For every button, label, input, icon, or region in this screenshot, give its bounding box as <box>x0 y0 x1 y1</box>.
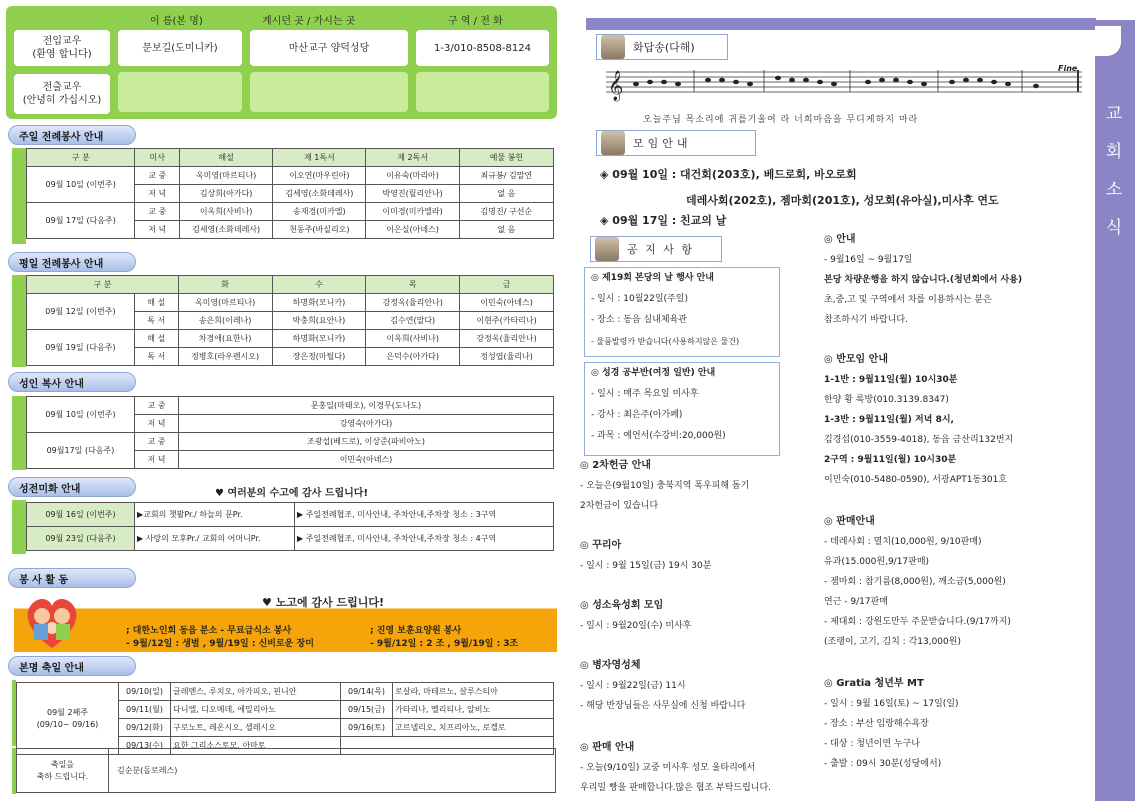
transfer-out-phone <box>416 72 549 112</box>
cell: 조광섭(베드로), 이상준(파비아노) <box>179 433 554 451</box>
notice-curia <box>580 536 711 576</box>
cell: 옥미영(마르티나) <box>180 167 273 185</box>
notice-text: - 9월16일 ~ 9월17일 <box>824 255 913 265</box>
feast-saints: 다니엘, 디오메데, 에밀리아노 <box>171 701 341 719</box>
service-left-2: - 9월/12일 : 생별 , 9월/19일 : 신비로운 장미 <box>126 639 314 649</box>
notice-text: - 제대회 : 강원도만두 주문받습니다.(9/17까지) <box>824 617 1011 627</box>
notice-heading: ◎ 판매 안내 <box>580 742 635 753</box>
weekday-date: 09월 19일 (다음주) <box>27 330 135 366</box>
weekday-table <box>26 275 554 366</box>
notice-communion <box>580 656 745 716</box>
sunday-date: 09월 10일 (이번주) <box>27 167 135 203</box>
vertical-char: 소 <box>1105 180 1123 200</box>
cell: 천동주(바실리오) <box>273 221 366 239</box>
feast-date: 09/14(목) <box>341 683 393 701</box>
notice-heading: ◎ 반모임 안내 <box>824 354 888 365</box>
notice-sales-info <box>824 512 1011 652</box>
service-right-2: - 9월/12일 : 2 조 , 9월/19일 : 3조 <box>370 639 519 649</box>
weekday-header: 목 <box>366 276 460 294</box>
cell: 김세영(소화데레사) <box>273 185 366 203</box>
notice-text: 이민숙(010-5480-0590), 서광APT1동301호 <box>824 475 1008 485</box>
table-row <box>27 330 554 348</box>
notice-text: - 일시 : 10월22일(주일) <box>591 294 688 304</box>
col-header-name: 이 름(본 명) <box>150 16 203 27</box>
cell: ▶ 주일전례협조, 미사안내, 주차안내,주차장 청소 : 3구역 <box>295 503 554 527</box>
table-row <box>27 503 554 527</box>
feast-date: 09/15(금) <box>341 701 393 719</box>
col-header-phone: 구 역 / 전 화 <box>448 16 503 27</box>
cell: 김수연(말다) <box>366 312 460 330</box>
sunday-header: 구 분 <box>27 149 135 167</box>
cell: ▶ 주일전례협조, 미사안내, 주차안내,주차장 청소 : 4구역 <box>295 527 554 551</box>
table-row <box>27 203 554 221</box>
mass-type: 교 중 <box>135 433 179 451</box>
table-row <box>27 397 554 415</box>
weekday-date: 09월 12일 (이번주) <box>27 294 135 330</box>
notice-box-anniversary <box>584 267 780 357</box>
transfer-in-place: 마산교구 양덕성당 <box>250 30 408 66</box>
cell: 송재경(미카엘) <box>273 203 366 221</box>
role: 독 서 <box>134 312 178 330</box>
altar-date: 09월 23일 (다음주) <box>27 527 135 551</box>
notice-vocation <box>580 596 691 636</box>
notice-ban-meeting <box>824 350 1013 490</box>
adult-date: 09월 10일 (이번주) <box>27 397 135 433</box>
cell: 이오연(마우린아) <box>273 167 366 185</box>
notice-text: 연근 - 9/17판매 <box>824 597 888 607</box>
feast-period: 09월 2째주 (09/10~ 09/16) <box>17 683 119 755</box>
notice-text: 1-3반 : 9월11일(월) 저녁 8시, <box>824 415 954 425</box>
notice-text: - 오늘은(9월10일) 충북지역 폭우피해 돕기 <box>580 481 750 491</box>
feast-date: 09/12(화) <box>119 719 171 737</box>
cell: 옥미영(마르티나) <box>178 294 272 312</box>
cell: 송은희(이레나) <box>178 312 272 330</box>
sunday-section-title: 주일 전례봉사 안내 <box>8 125 136 145</box>
notice-text: 초,중,고 및 구역에서 차를 이용하시는 분은 <box>824 295 992 305</box>
altar-green-bar <box>12 500 26 554</box>
feast-saints: 요한 그리소스토모, 아마토 <box>171 737 341 755</box>
cell: 정성엽(율리나) <box>460 348 554 366</box>
notice-text: ◎ 성경 공부반(여정 일반) 안내 <box>591 368 716 378</box>
jesus-portrait-icon <box>601 131 625 155</box>
cell: 이옥희(사비나) <box>366 330 460 348</box>
meeting-title: 모임안내 <box>633 137 692 150</box>
cell: 강정옥(율리안나) <box>460 330 554 348</box>
table-row <box>17 683 554 701</box>
feast-date: 09/10(일) <box>119 683 171 701</box>
notice-text: 1-1반 : 9월11일(월) 10시30분 <box>824 375 958 385</box>
cell: 이현주(카타리나) <box>460 312 554 330</box>
cell: 김상희(아가다) <box>180 185 273 203</box>
notice-text: - 대상 : 청년이면 누구나 <box>824 739 920 749</box>
notice-heading: ◎ 안내 <box>824 234 856 245</box>
notice-title: 공 지 사 항 <box>627 243 694 256</box>
transfer-in-label: 전입교우 (환영 합니다) <box>14 30 110 66</box>
notice-text: - 출발 : 09시 30분(성당에서) <box>824 759 942 769</box>
table-row <box>27 433 554 451</box>
notice-sale <box>580 738 771 798</box>
page-curl <box>1095 26 1121 56</box>
feast-saints: 가타리나, 멜리티나, 알비노 <box>393 701 554 719</box>
cell: 박충희(요안나) <box>272 312 366 330</box>
notice-youth-mt <box>824 674 959 774</box>
notice-text: - 오늘(9/10일) 교중 미사후 성모 울타리에서 <box>580 763 756 773</box>
psalm-title: 화답송(다해) <box>633 41 695 54</box>
service-thanks: ♥ 노고에 감사 드립니다! <box>262 596 384 609</box>
cell: 이민숙(아녜스) <box>460 294 554 312</box>
cell: 최규봉/ 김말연 <box>459 167 553 185</box>
sunday-table <box>26 148 554 239</box>
fine-mark: Fine <box>1058 64 1078 73</box>
feast-date: 09/13(수) <box>119 737 171 755</box>
notice-shuttle <box>824 230 1022 330</box>
meeting-line-2: 데레사회(202호), 젬마회(201호), 성모회(유아실),미사후 연도 <box>686 194 999 207</box>
notice-text: 한양 황 록방(010.3139.8347) <box>824 395 949 405</box>
cell: 하명화(모니카) <box>272 294 366 312</box>
role: 해 설 <box>134 330 178 348</box>
transfer-in-name: 문보길(도미니카) <box>118 30 242 66</box>
adult-date: 09월17일 (다음주) <box>27 433 135 469</box>
sunday-header: 미사 <box>135 149 180 167</box>
weekday-section-title: 평일 전례봉사 안내 <box>8 252 136 272</box>
cell: 강정옥(율리안나) <box>366 294 460 312</box>
congrats-name: 김순분(돌로레스) <box>109 749 556 793</box>
jesus-portrait-icon <box>601 35 625 59</box>
table-row <box>27 167 554 185</box>
notice-text: 2구역 : 9월11일(월) 10시30분 <box>824 455 957 465</box>
weekday-header: 금 <box>460 276 554 294</box>
cell: 이민숙(아녜스) <box>179 451 554 469</box>
cell: 이유숙(마리아) <box>366 167 459 185</box>
meeting-line-3: ◈ 09월 17일 : 친교의 날 <box>600 214 727 227</box>
transfer-out-label: 전출교우 (안녕히 가십시오) <box>14 74 110 114</box>
notice-text: - 장소 : 부산 임랑해수욕장 <box>824 719 929 729</box>
sunday-header: 제 1독서 <box>273 149 366 167</box>
altar-table <box>26 502 554 551</box>
meeting-line-1: ◈ 09월 10일 : 대건회(203호), 베드로회, 바오로회 <box>600 168 857 181</box>
mass-type: 교 중 <box>135 397 179 415</box>
notice-text: - 일시 : 9월20일(수) 미사후 <box>580 621 692 631</box>
table-row <box>27 527 554 551</box>
cell: 하명화(모니카) <box>272 330 366 348</box>
role: 독 서 <box>134 348 178 366</box>
congrats-table <box>16 748 556 793</box>
notice-heading: ◎ 병자영성체 <box>580 660 641 671</box>
notice-collection <box>580 456 749 516</box>
altar-thanks: ♥ 여러분의 수고에 감사 드립니다! <box>215 488 369 499</box>
cell: 정병호(라우렌시오) <box>178 348 272 366</box>
psalm-header <box>596 34 728 60</box>
cell: 차경애(요한나) <box>178 330 272 348</box>
transfer-in-phone: 1-3/010-8508-8124 <box>416 30 549 66</box>
weekday-header: 화 <box>178 276 272 294</box>
notice-text: - 강사 : 최은주(아가페) <box>591 410 683 420</box>
notice-text: - 데레사회 : 멸치(10,000원, 9/10판매) <box>824 537 982 547</box>
feast-table <box>16 682 554 755</box>
altar-section-title: 성전미화 안내 <box>8 477 136 497</box>
cell: 강영숙(아가다) <box>179 415 554 433</box>
mass-type: 교 중 <box>135 167 180 185</box>
col-header-place: 계시던 곳 / 가시는 곳 <box>262 16 356 27</box>
feast-saints: 구로노트, 레온시오, 셀레시오 <box>171 719 341 737</box>
jesus-portrait-icon <box>595 237 619 261</box>
cell: 없 음 <box>459 221 553 239</box>
service-section-title: 봉 사 활 동 <box>8 568 136 588</box>
cell: 문홍일(마태오), 이경무(도나도) <box>179 397 554 415</box>
cell: 김명진/ 구선순 <box>459 203 553 221</box>
mass-type: 교 중 <box>135 203 180 221</box>
feast-saints: 고르넬리오, 치프리아노, 로겔로 <box>393 719 554 737</box>
mass-type: 저 녁 <box>135 451 179 469</box>
svg-text:𝄞: 𝄞 <box>608 71 624 101</box>
notice-text: 본당 차량운행을 하지 않습니다.(청년회에서 사용) <box>824 275 1023 285</box>
vertical-char: 교 <box>1105 104 1123 124</box>
notice-text: - 물품발령카 받습니다(사용하지않은 물건) <box>591 337 740 346</box>
cell: 김세영(소화데레사) <box>180 221 273 239</box>
transfer-out-place <box>250 72 408 112</box>
vertical-char: 회 <box>1105 142 1123 162</box>
feast-saints: 글레멘스, 루치오, 아가피오, 핀니안 <box>171 683 341 701</box>
adult-section-title: 성인 복사 안내 <box>8 372 136 392</box>
notice-text: 우리밀 빵을 판매합니다.많은 협조 부탁드립니다. <box>580 783 772 793</box>
sunday-green-bar <box>12 148 26 244</box>
notice-heading: ◎ 판매안내 <box>824 516 875 527</box>
sunday-header: 해설 <box>180 149 273 167</box>
notice-text: ◎ 제19회 본당의 날 행사 안내 <box>591 273 714 283</box>
service-right-1: ; 진영 보훈요양원 봉사 <box>370 626 462 636</box>
weekday-header: 수 <box>272 276 366 294</box>
notice-text: (조랭이, 고기, 김치 : 각13,000원) <box>824 637 961 647</box>
notice-heading: ◎ 꾸리아 <box>580 540 622 551</box>
notice-header <box>590 236 722 262</box>
cell: 박영진(릴리안나) <box>366 185 459 203</box>
weekday-green-bar <box>12 275 26 367</box>
notice-text: 김경섭(010-3559-4018), 동읍 금산리132번지 <box>824 435 1014 445</box>
sunday-date: 09월 17일 (다음주) <box>27 203 135 239</box>
cell: ▶ 사랑의 모후Pr./ 교회의 어머니Pr. <box>135 527 295 551</box>
notice-text: - 일시 : 9월22일(금) 11시 <box>580 681 686 691</box>
weekday-header: 구 분 <box>27 276 179 294</box>
vertical-char: 식 <box>1105 218 1123 238</box>
psalm-lyrics: 오늘주님 목소리에 귀를기울여 라 너희마음을 무디게하지 마라 <box>643 115 919 125</box>
music-staff <box>606 64 1082 104</box>
notice-text: - 일시 : 매주 목요일 미사후 <box>591 389 699 399</box>
sunday-header: 예물 봉헌 <box>459 149 553 167</box>
notice-text: - 장소 : 동읍 실내체육관 <box>591 315 687 325</box>
feast-section-title: 본명 축일 안내 <box>8 656 136 676</box>
family-illustration <box>20 590 84 652</box>
feast-date: 09/16(토) <box>341 719 393 737</box>
notice-box-bible <box>584 362 780 456</box>
notice-text: - 젬마회 : 참기름(8,000원), 깨소금(5,000원) <box>824 577 1006 587</box>
cell: 없 음 <box>459 185 553 203</box>
notice-heading: ◎ Gratia 청년부 MT <box>824 678 924 689</box>
cell: 이은실(아녜스) <box>366 221 459 239</box>
transfer-out-name <box>118 72 242 112</box>
sunday-header: 제 2독서 <box>366 149 459 167</box>
cell: 이옥희(사비나) <box>180 203 273 221</box>
notice-text: 참조하시기 바랍니다. <box>824 315 908 325</box>
adult-green-bar <box>12 396 26 470</box>
notice-text: 유과(15.000원,9/17판매) <box>824 557 930 567</box>
mass-type: 저 녁 <box>135 415 179 433</box>
meeting-header <box>596 130 756 156</box>
service-left-1: ; 대한노인회 동읍 분소 - 무료급식소 봉사 <box>126 626 292 636</box>
notice-text: - 해당 반장님들은 사무실에 신청 바랍니다 <box>580 701 746 711</box>
role: 해 설 <box>134 294 178 312</box>
congrats-label: 축일을 축하 드립니다. <box>17 749 109 793</box>
cell: 이미경(미카엘라) <box>366 203 459 221</box>
right-top-band <box>586 18 1096 30</box>
cell: 은덕수(아가다) <box>366 348 460 366</box>
feast-date: 09/11(월) <box>119 701 171 719</box>
notice-text: - 과목 : 예언서(수강비:20,000원) <box>591 431 726 441</box>
notice-text: - 일시 : 9월 16일(토) ~ 17일(일) <box>824 699 959 709</box>
notice-heading: ◎ 성소육성회 모임 <box>580 600 664 611</box>
altar-date: 09월 16일 (이번주) <box>27 503 135 527</box>
cell: 장은정(마틸다) <box>272 348 366 366</box>
notice-text: - 일시 : 9월 15일(금) 19시 30분 <box>580 561 712 571</box>
mass-type: 저 녁 <box>135 185 180 203</box>
notice-heading: ◎ 2차헌금 안내 <box>580 460 651 471</box>
feast-saints: 로살라, 마테르노, 살루스티아 <box>393 683 554 701</box>
notice-text: 2차헌금이 있습니다 <box>580 501 659 511</box>
mass-type: 저 녁 <box>135 221 180 239</box>
adult-table <box>26 396 554 469</box>
cell: ▶교회의 챗봘Pr./ 하늘의 문Pr. <box>135 503 295 527</box>
table-row <box>27 294 554 312</box>
church-news-vertical <box>1102 95 1126 247</box>
